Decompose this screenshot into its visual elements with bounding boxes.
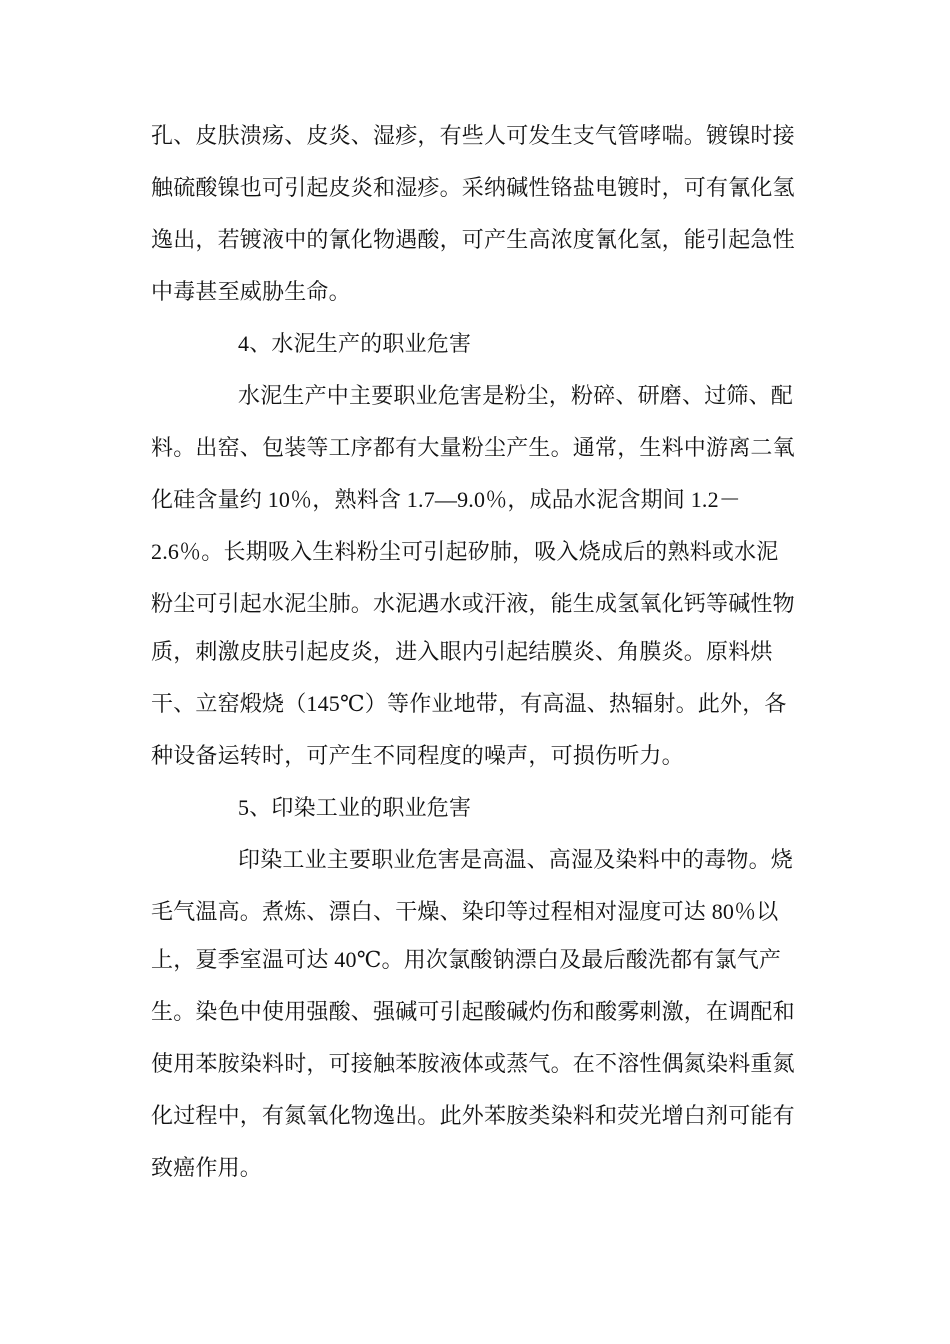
paragraph-line: 水泥生产中主要职业危害是粉尘，粉碎、研磨、过筛、配 — [238, 383, 794, 408]
paragraph-line: 中毒甚至威胁生命。 — [151, 279, 351, 304]
paragraph-line: 使用苯胺染料时，可接触苯胺液体或蒸气。在不溶性偶氮染料重氮 — [151, 1051, 795, 1076]
section-heading: 5、印染工业的职业危害 — [238, 795, 472, 820]
paragraph-line: 粉尘可引起水泥尘肺。水泥遇水或汗液，能生成氢氧化钙等碱性物 — [151, 591, 795, 616]
paragraph-line: 印染工业主要职业危害是高温、高湿及染料中的毒物。烧 — [238, 847, 794, 872]
paragraph-line: 逸出，若镀液中的氰化物遇酸，可产生高浓度氰化氢，能引起急性 — [151, 227, 795, 252]
paragraph-line: 毛气温高。煮炼、漂白、干燥、染印等过程相对湿度可达 80％以 — [151, 899, 779, 924]
paragraph-line: 化硅含量约 10％，熟料含 1.7—9.0％，成品水泥含期间 1.2－ — [151, 487, 742, 512]
paragraph-line: 2.6％。长期吸入生料粉尘可引起矽肺，吸入烧成后的熟料或水泥 — [151, 539, 779, 564]
paragraph-line: 干、立窑煅烧（145℃）等作业地带，有高温、热辐射。此外，各 — [151, 691, 787, 716]
paragraph-line: 料。出窑、包装等工序都有大量粉尘产生。通常，生料中游离二氧 — [151, 435, 795, 460]
section-heading: 4、水泥生产的职业危害 — [238, 331, 472, 356]
paragraph-line: 化过程中，有氮氧化物逸出。此外苯胺类染料和荧光增白剂可能有 — [151, 1103, 795, 1128]
paragraph-line: 上，夏季室温可达 40℃。用次氯酸钠漂白及最后酸洗都有氯气产 — [151, 947, 782, 972]
paragraph-line: 孔、皮肤溃疡、皮炎、湿疹，有些人可发生支气管哮喘。镀镍时接 — [151, 123, 795, 148]
paragraph-line: 种设备运转时，可产生不同程度的噪声，可损伤听力。 — [151, 743, 684, 768]
paragraph-line: 致癌作用。 — [151, 1155, 263, 1180]
paragraph-line: 质，刺激皮肤引起皮炎，进入眼内引起结膜炎、角膜炎。原料烘 — [151, 639, 773, 664]
paragraph-line: 生。染色中使用强酸、强碱可引起酸碱灼伤和酸雾刺激，在调配和 — [151, 999, 795, 1024]
paragraph-line: 触硫酸镍也可引起皮炎和湿疹。采纳碱性铬盐电镀时，可有氰化氢 — [151, 175, 795, 200]
